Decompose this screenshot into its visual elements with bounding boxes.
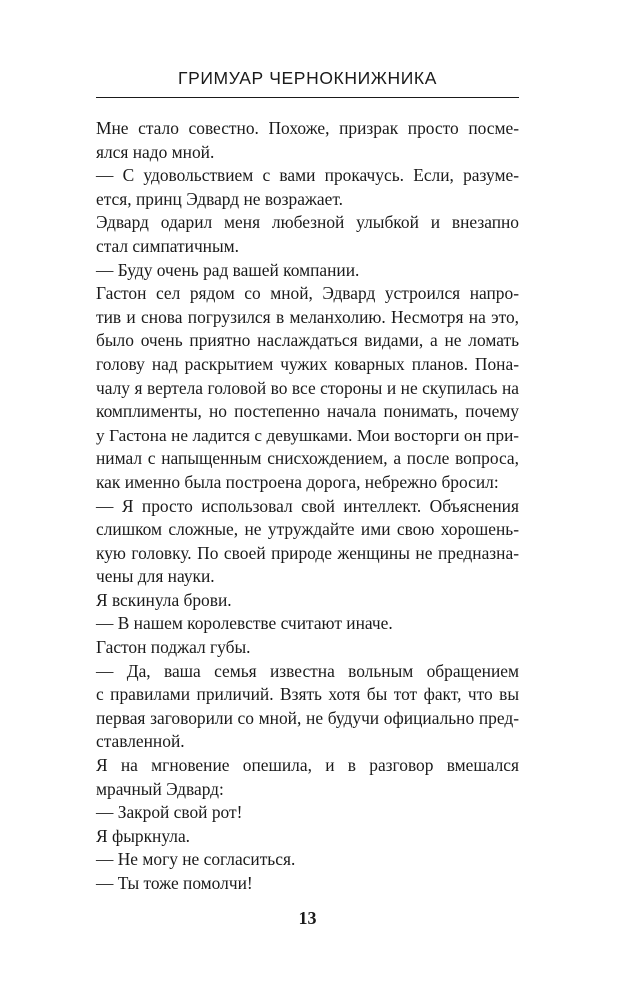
text-line: первая заговорили со мной, не будучи официально пред- [96, 707, 519, 728]
text-line: голову над раскрытием чужих коварных планов. Пона- [96, 353, 519, 374]
text-line: кую головку. По своей природе женщины не предназна- [96, 542, 519, 563]
text-line: — В нашем королевстве считают иначе. [96, 613, 393, 634]
text-line: нимал с напыщенным снисхождением, а после вопроса, [96, 448, 519, 469]
header-rule [96, 97, 519, 98]
text-line: с правилами приличий. Взять хотя бы тот факт, что вы [96, 684, 519, 705]
paragraph [96, 660, 519, 754]
text-line: — Я просто использовал свой интеллект. Объяснения [96, 495, 519, 516]
paragraph [96, 117, 519, 164]
text-line: ется, принц Эдвард не возражает. [96, 188, 344, 209]
paragraph [96, 589, 519, 613]
body-text [96, 117, 519, 896]
running-head: ГРИМУАР ЧЕРНОКНИЖНИКА [178, 68, 437, 88]
text-line: комплименты, но постепенно начала понимать, почему [96, 401, 519, 422]
text-line: стал симпатичным. [96, 235, 240, 256]
text-line: у Гастона не ладится с девушками. Мои восторги он при- [96, 425, 519, 445]
paragraph [96, 848, 519, 872]
paragraph [96, 211, 519, 258]
text-line: ялся надо мной. [96, 141, 215, 162]
text-line: — Ты тоже помолчи! [96, 873, 253, 893]
text-line: Я вскинула брови. [96, 589, 232, 610]
text-line: было очень приятно наслаждаться видами, а не ломать [96, 330, 519, 351]
paragraph [96, 282, 519, 494]
text-line: — С удовольствием с вами прокачусь. Если, разуме- [96, 165, 519, 186]
text-line: Гастон сел рядом со мной, Эдвард устроился напро- [96, 283, 519, 304]
text-line: — Да, ваша семья известна вольным обращением [96, 660, 519, 681]
text-line: — Не могу не согласиться. [96, 849, 296, 870]
text-line: слишком сложные, не утруждайте ими свою хорошень- [96, 519, 519, 540]
paragraph [96, 495, 519, 589]
paragraph [96, 801, 519, 825]
text-line: ставленной. [96, 731, 185, 752]
text-line: Мне стало совестно. Похоже, призрак просто посме- [96, 118, 519, 138]
paragraph [96, 872, 519, 896]
paragraph [96, 636, 519, 660]
text-line: как именно была построена дорога, небрежно бросил: [96, 471, 499, 492]
text-line: — Закрой свой рот! [96, 802, 243, 823]
paragraph [96, 754, 519, 801]
text-line: Гастон поджал губы. [96, 637, 251, 658]
text-line: Я на мгновение опешила, и в разговор вмешался [96, 755, 519, 776]
paragraph [96, 259, 519, 283]
text-line: тив и снова погрузился в меланхолию. Несмотря на это, [96, 306, 519, 327]
text-line: Эдвард одарил меня любезной улыбкой и внезапно [96, 212, 519, 233]
paragraph [96, 164, 519, 211]
paragraph [96, 825, 519, 849]
text-line: — Буду очень рад вашей компании. [96, 259, 360, 280]
paragraph [96, 612, 519, 636]
page-number: 13 [298, 908, 317, 928]
text-line: Я фыркнула. [96, 825, 191, 846]
text-line: чены для науки. [96, 566, 215, 587]
text-line: мрачный Эдвард: [96, 778, 224, 799]
text-line: чалу я вертела головой во все стороны и не скупилась на [96, 377, 519, 398]
